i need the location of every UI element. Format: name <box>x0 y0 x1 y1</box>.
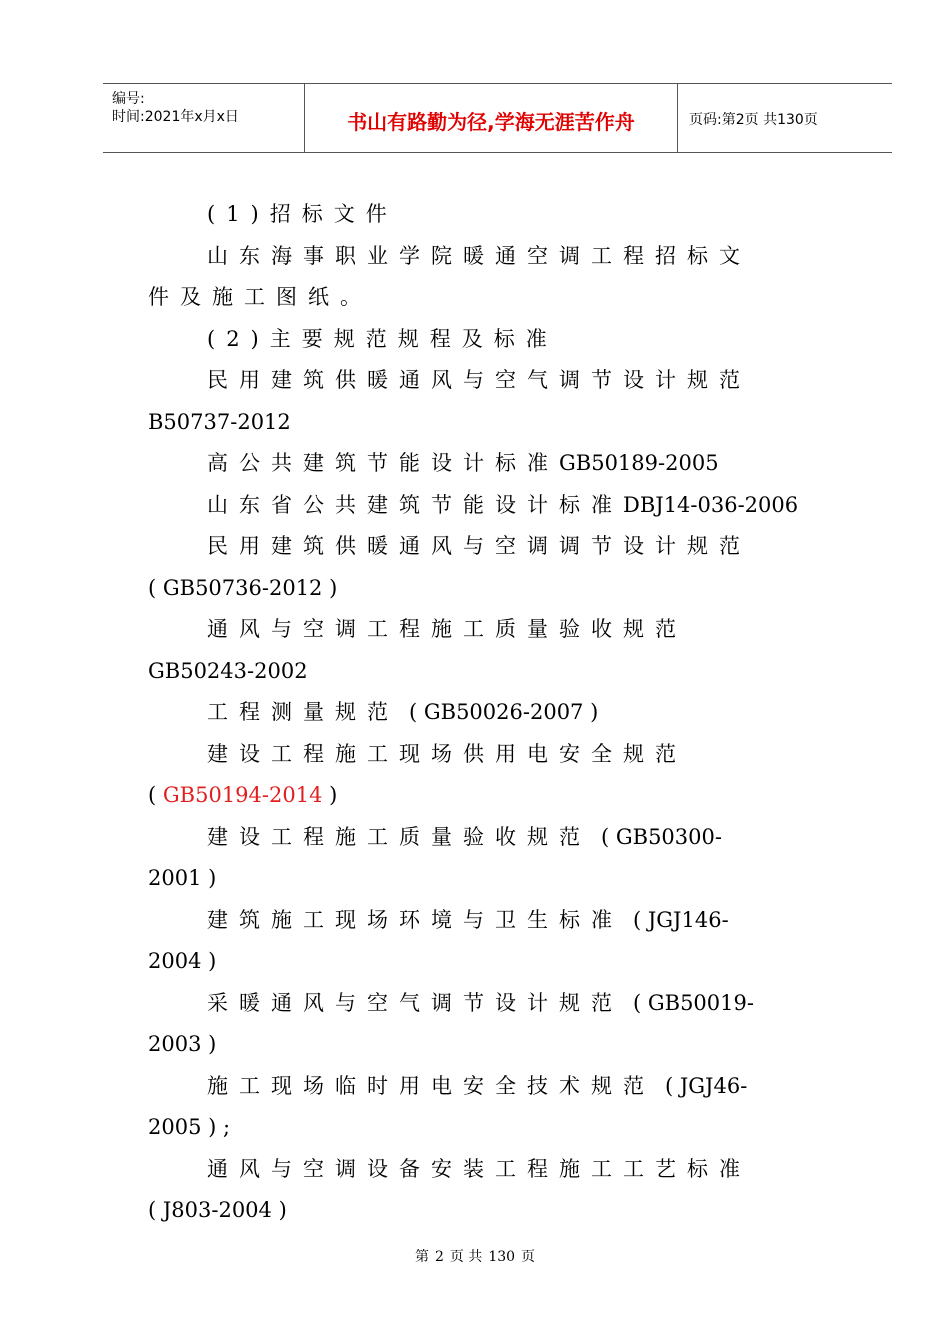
section-heading-standards: (2)主要规范规程及标准 <box>207 327 558 351</box>
text-line: 件及施工图纸。 <box>148 285 372 309</box>
standard-title-text: 建设工程施工质量验收规范 <box>207 825 591 849</box>
footer-prefix: 第 <box>414 1249 429 1265</box>
standard-code: DBJ14-036-2006 <box>623 493 799 517</box>
text-line: 山东海事职业学院暖通空调工程招标文 <box>207 244 751 268</box>
standard-title-text: 建筑施工现场环境与卫生标准 <box>207 908 623 932</box>
standard-code: ( J803-2004 ) <box>148 1198 287 1222</box>
standard-title <box>207 450 719 476</box>
document-date: 时间:2021年x月x日 <box>112 109 239 125</box>
standard-code: 2001 ) <box>148 866 217 890</box>
standard-code: ( JGJ146- <box>633 908 729 932</box>
standard-title <box>207 990 754 1016</box>
header-motto: 书山有路勤为径,学海无涯苦作舟 <box>347 110 635 134</box>
standard-code: 2005 ) ; <box>148 1115 231 1139</box>
standard-title: 通风与空调设备安装工程施工工艺标准 <box>207 1157 751 1181</box>
standard-title <box>207 907 729 933</box>
page-footer <box>0 1246 950 1266</box>
standard-code: B50737-2012 <box>148 410 291 434</box>
standard-code <box>148 782 337 808</box>
standard-title-text: 山东省公共建筑节能设计标准 <box>207 493 623 517</box>
footer-total-pages: 130 <box>488 1249 516 1265</box>
standard-title: 民用建筑供暖通风与空气调节设计规范 <box>207 368 751 392</box>
header-page-info: 页码:第2页 共130页 <box>689 112 818 128</box>
standard-code: ( GB50300- <box>601 825 722 849</box>
document-number-label: 编号: <box>112 91 145 107</box>
standard-title: 民用建筑供暖通风与空调调节设计规范 <box>207 534 751 558</box>
standard-title <box>207 492 798 518</box>
footer-middle: 页 共 <box>449 1249 483 1265</box>
standard-code: 2003 ) <box>148 1032 217 1056</box>
standard-code: ( JGJ46- <box>665 1074 748 1098</box>
close-paren: ) <box>329 783 338 807</box>
standard-title <box>207 699 598 725</box>
standard-title-text: 采暖通风与空气调节设计规范 <box>207 991 623 1015</box>
standard-code: ( GB50026-2007 ) <box>409 700 599 724</box>
standard-title-text: 施工现场临时用电安全技术规范 <box>207 1074 655 1098</box>
standard-title-text: 工程测量规范 <box>207 700 399 724</box>
standard-title: 通风与空调工程施工质量验收规范 <box>207 617 687 641</box>
standard-title <box>207 824 722 850</box>
footer-page-number: 2 <box>434 1249 444 1265</box>
standard-code: ( GB50019- <box>633 991 754 1015</box>
standard-code: 2004 ) <box>148 949 217 973</box>
standard-code: GB50189-2005 <box>559 451 719 475</box>
standard-code: GB50243-2002 <box>148 659 308 683</box>
standard-code-highlighted: GB50194-2014 <box>162 783 323 807</box>
footer-suffix: 页 <box>521 1249 536 1265</box>
open-paren: ( <box>148 783 157 807</box>
standard-title: 建设工程施工现场供用电安全规范 <box>207 742 687 766</box>
standard-title-text: 高公共建筑节能设计标准 <box>207 451 559 475</box>
section-heading-tender: (1)招标文件 <box>207 202 398 226</box>
standard-code: ( GB50736-2012 ) <box>148 576 338 600</box>
standard-title <box>207 1073 747 1099</box>
